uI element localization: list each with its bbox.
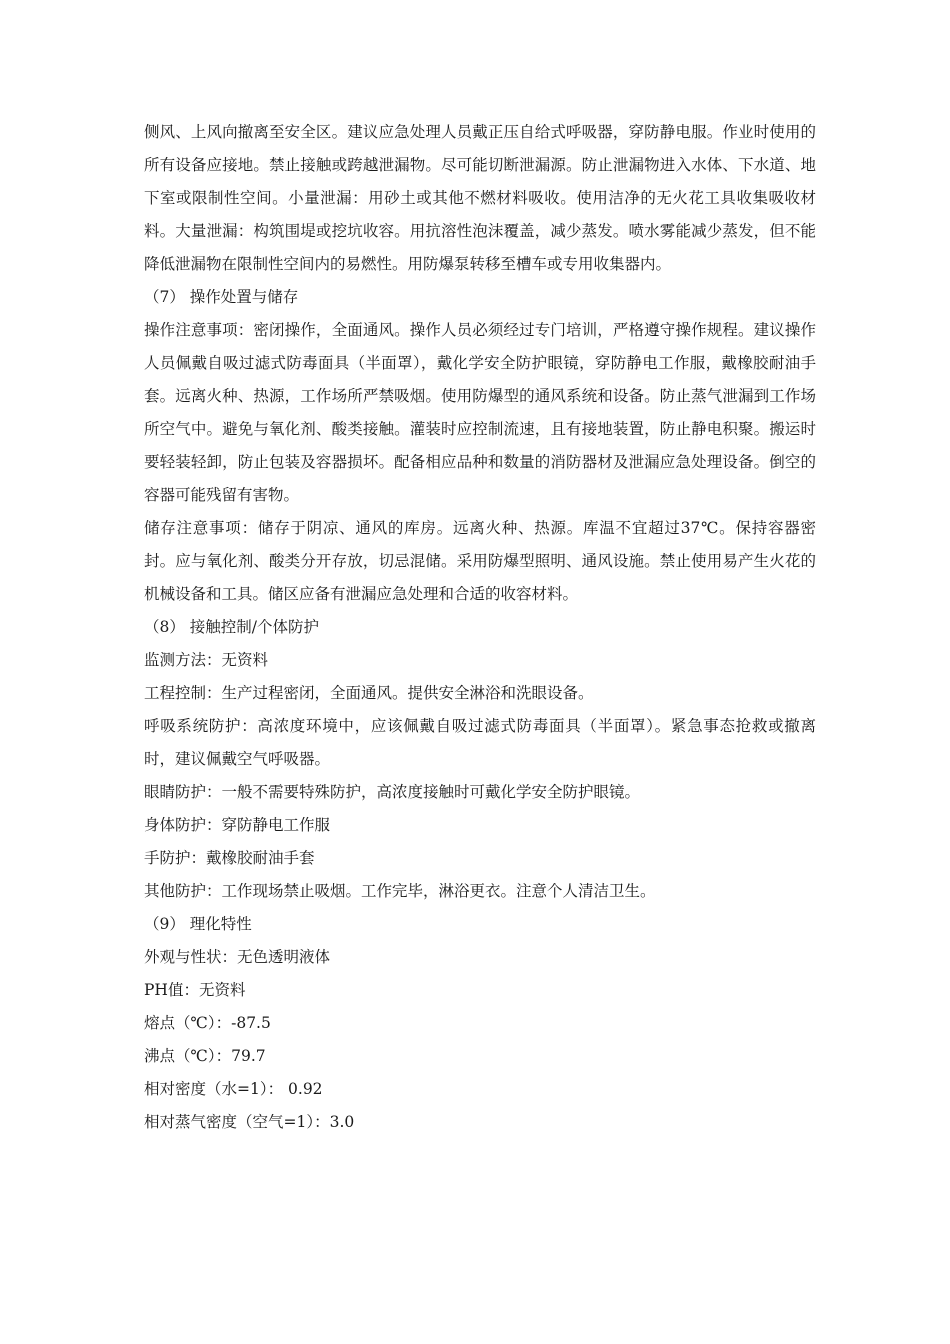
relative-vapor-density: 相对蒸气密度（空气=1）：3.0 <box>144 1113 355 1131</box>
relative-density: 相对密度（水=1）： 0.92 <box>144 1080 323 1098</box>
section-8-heading: （8） 接触控制/个体防护 <box>144 618 320 636</box>
eye-protection: 眼睛防护：一般不需要特殊防护，高浓度接触时可戴化学安全防护眼镜。 <box>144 783 641 801</box>
operation-precautions: 操作注意事项：密闭操作，全面通风。操作人员必须经过专门培训，严格遵守操作规程。建议操作人员佩戴自吸过滤式防毒面具（半面罩），戴化学安全防护眼镜，穿防静电工作服，戴橡胶耐油手套。远离火种、热源，工作场所严禁吸烟。使用防爆型的通风系统和设备。防止蒸气泄漏到工作场所空气中。避免与氧化剂、酸类接触。灌装时应控制流速，且有接地装置，防止静电积聚。搬运时要轻装轻卸，防止包装及容器损坏。配备相应品种和数量的消防器材及泄漏应急处理设备。倒空的容器可能残留有害物。 <box>144 321 816 504</box>
section-9-heading: （9） 理化特性 <box>144 915 252 933</box>
melting-point: 熔点（℃）：-87.5 <box>144 1014 271 1032</box>
hand-protection: 手防护：戴橡胶耐油手套 <box>144 849 315 867</box>
storage-precautions: 储存注意事项：储存于阴凉、通风的库房。远离火种、热源。库温不宜超过37℃。保持容器密封。应与氧化剂、酸类分开存放，切忌混储。采用防爆型照明、通风设施。禁止使用易产生火花的机械设备和工具。储区应备有泄漏应急处理和合适的收容材料。 <box>144 519 816 603</box>
ph-value: PH值：无资料 <box>144 981 246 999</box>
engineering-control: 工程控制：生产过程密闭，全面通风。提供安全淋浴和洗眼设备。 <box>144 684 594 702</box>
appearance: 外观与性状：无色透明液体 <box>144 948 331 966</box>
other-protection: 其他防护：工作现场禁止吸烟。工作完毕，淋浴更衣。注意个人清洁卫生。 <box>144 882 656 900</box>
spill-response-continuation: 侧风、上风向撤离至安全区。建议应急处理人员戴正压自给式呼吸器，穿防静电服。作业时使用的所有设备应接地。禁止接触或跨越泄漏物。尽可能切断泄漏源。防止泄漏物进入水体、下水道、地下室或限制性空间。小量泄漏：用砂土或其他不燃材料吸收。使用洁净的无火花工具收集吸收材料。大量泄漏：构筑围堤或挖坑收容。用抗溶性泡沫覆盖，减少蒸发。喷水雾能减少蒸发，但不能降低泄漏物在限制性空间内的易燃性。用防爆泵转移至槽车或专用收集器内。 <box>144 123 816 273</box>
section-7-heading: （7） 操作处置与储存 <box>144 288 299 306</box>
document-page <box>144 116 816 1139</box>
body-protection: 身体防护：穿防静电工作服 <box>144 816 331 834</box>
respiratory-protection: 呼吸系统防护：高浓度环境中，应该佩戴自吸过滤式防毒面具（半面罩）。紧急事态抢救或撤离时，建议佩戴空气呼吸器。 <box>144 717 816 768</box>
boiling-point: 沸点（℃）：79.7 <box>144 1047 266 1065</box>
monitoring-method: 监测方法：无资料 <box>144 651 269 669</box>
